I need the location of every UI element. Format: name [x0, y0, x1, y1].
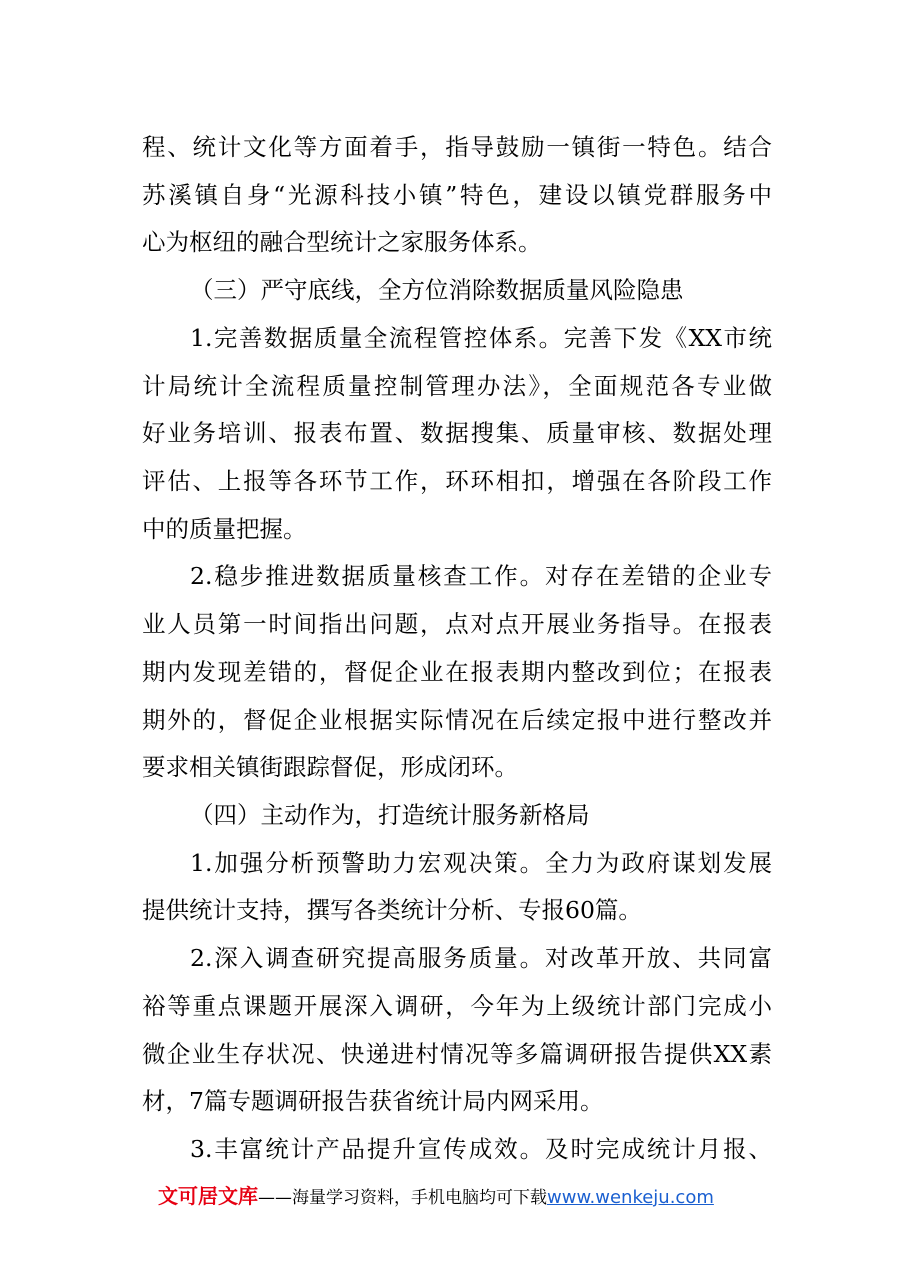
footer-tagline: ——海量学习资料，手机电脑均可下载 — [258, 1188, 547, 1208]
paragraph-line: 微企业生存状况、快递进村情况等多篇调研报告提供XX素 — [142, 1040, 772, 1068]
paragraph-line: 1.完善数据质量全流程管控体系。完善下发《XX市统 — [190, 324, 772, 352]
paragraph-line: 期外的，督促企业根据实际情况在后续定报中进行整改并 — [142, 706, 772, 734]
footer-brand: 文可居文库 — [158, 1184, 258, 1208]
paragraph-line: 苏溪镇自身“光源科技小镇”特色，建设以镇党群服务中 — [142, 181, 772, 209]
paragraph-line: 要求相关镇街跟踪督促，形成闭环。 — [142, 753, 518, 781]
paragraph-line: 评估、上报等各环节工作，环环相扣，增强在各阶段工作 — [142, 467, 772, 495]
paragraph-line: 心为枢纽的融合型统计之家服务体系。 — [142, 228, 542, 256]
paragraph-line: 程、统计文化等方面着手，指导鼓励一镇街一特色。结合 — [142, 133, 772, 161]
paragraph-line: 2.深入调查研究提高服务质量。对改革开放、共同富 — [190, 944, 772, 972]
paragraph-line: 计局统计全流程质量控制管理办法》，全面规范各专业做 — [142, 372, 772, 400]
page-footer — [158, 1178, 714, 1214]
paragraph-line: 裕等重点课题开展深入调研，今年为上级统计部门完成小 — [142, 992, 772, 1020]
paragraph-line: 业人员第一时间指出问题，点对点开展业务指导。在报表 — [142, 610, 772, 638]
paragraph-line: 3.丰富统计产品提升宣传成效。及时完成统计月报、 — [190, 1135, 772, 1163]
paragraph-line: 2.稳步推进数据质量核查工作。对存在差错的企业专 — [190, 562, 772, 590]
paragraph-line: 提供统计支持，撰写各类统计分析、专报60篇。 — [142, 896, 642, 924]
paragraph-line: 好业务培训、报表布置、数据搜集、质量审核、数据处理 — [142, 419, 772, 447]
footer-link[interactable]: www.wenkeju.com — [547, 1187, 714, 1208]
section-heading: （三）严守底线，全方位消除数据质量风险隐患 — [190, 276, 684, 304]
paragraph-line: 中的质量把握。 — [142, 515, 307, 543]
paragraph-line: 1.加强分析预警助力宏观决策。全力为政府谋划发展 — [190, 849, 772, 877]
section-heading: （四）主动作为，打造统计服务新格局 — [190, 801, 590, 829]
paragraph-line: 材，7篇专题调研报告获省统计局内网采用。 — [142, 1087, 604, 1115]
paragraph-line: 期内发现差错的，督促企业在报表期内整改到位；在报表 — [142, 658, 772, 686]
